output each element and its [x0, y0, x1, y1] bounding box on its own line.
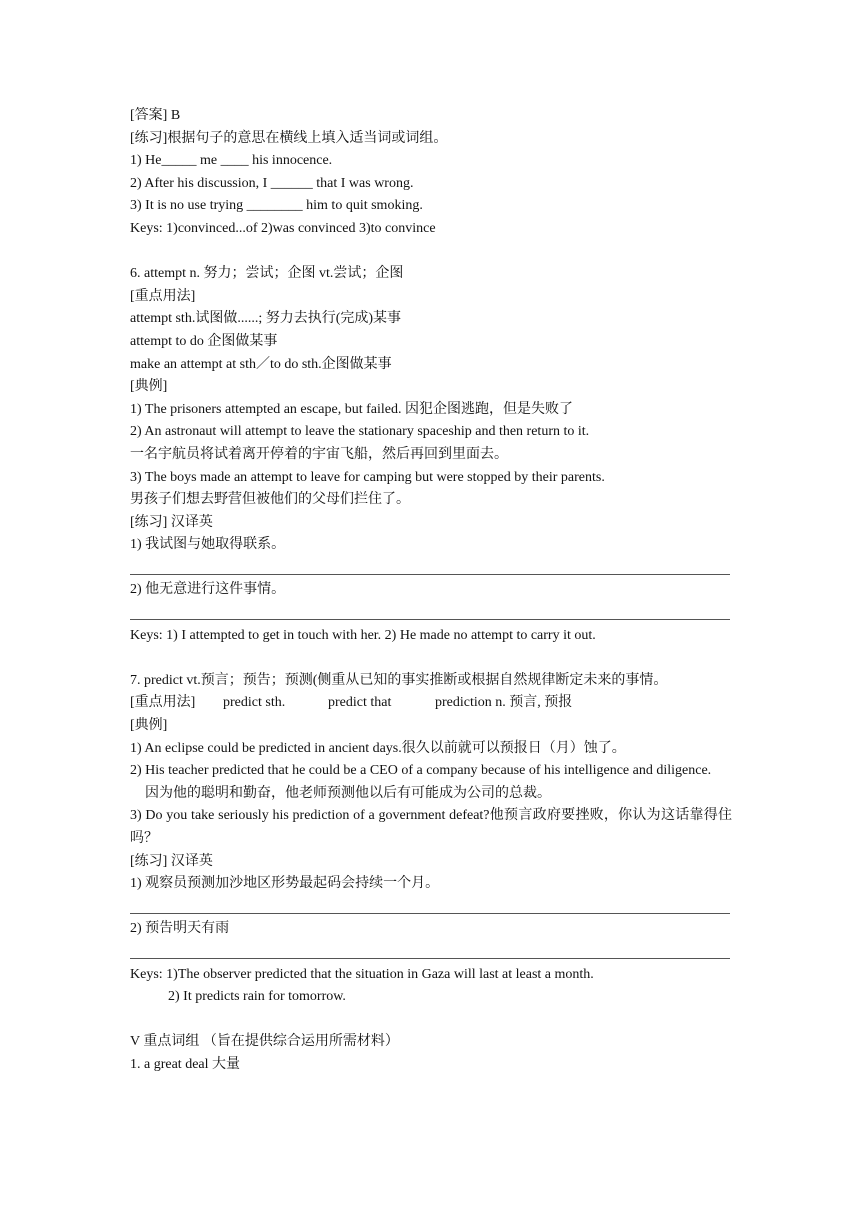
example-2: 2) An astronaut will attempt to leave the stationary spaceship and then return to it. — [130, 424, 590, 440]
spacer — [130, 647, 732, 670]
practice-item-2: 2) 预告明天有雨 — [130, 921, 230, 937]
example-3-translation: 男孩子们想去野营但被他们的父母们拦住了。 — [130, 492, 410, 508]
keys-line: Keys: 1)convinced...of 2)was convinced 3)to convince — [130, 220, 436, 236]
word-heading-attempt: 6. attempt n. 努力；尝试；企图 vt.尝试；企图 — [130, 266, 404, 282]
usage-heading: [重点用法] — [130, 695, 196, 711]
phrase-item-1: 1. a great deal 大量 — [130, 1056, 241, 1072]
answer-line-blank — [130, 896, 732, 919]
example-heading: [典例] — [130, 379, 168, 395]
example-3: 3) The boys made an attempt to leave for camping but were stopped by their parents. — [130, 469, 605, 485]
word-heading-predict: 7. predict vt.预言；预告；预测(侧重从已知的事实推断或根据自然规律断定未来的事情。 — [130, 672, 668, 688]
example-3: 3) Do you take seriously his prediction of a government defeat?他预言政府要挫败，你认为这话靠得住吗？ — [130, 808, 732, 846]
example-1: 1) An eclipse could be predicted in ancient days.很久以前就可以预报日（月）蚀了。 — [130, 740, 626, 756]
answer-line-blank — [130, 602, 732, 625]
keys-line: Keys: 1) I attempted to get in touch with her. 2) He made no attempt to carry it out. — [130, 627, 596, 643]
answer-line: [答案] B — [130, 108, 181, 123]
usage-item-3: make an attempt at sth／to do sth.企图做某事 — [130, 356, 392, 372]
keys-line-2: 2) It predicts rain for tomorrow. — [168, 989, 346, 1005]
exercise-heading: [练习]根据句子的意思在横线上填入适当词或词组。 — [130, 130, 448, 146]
usage-item-2: predict that — [328, 695, 392, 711]
usage-item-1: attempt sth.试图做......; 努力去执行(完成)某事 — [130, 311, 402, 327]
usage-item-1: predict sth. — [223, 695, 286, 711]
answer-line-blank — [130, 557, 732, 580]
exercise-item-1: 1) He_____ me ____ his innocence. — [130, 153, 333, 169]
example-2: 2) His teacher predicted that he could be a CEO of a company because of his intelligence and diligence. — [130, 763, 712, 779]
example-2-translation: 一名宇航员将试着离开停着的宇宙飞船，然后再回到里面去。 — [130, 446, 508, 462]
exercise-item-3: 3) It is no use trying ________ him to quit smoking. — [130, 198, 423, 214]
practice-item-2: 2) 他无意进行这件事情。 — [130, 582, 286, 598]
example-2-translation: 因为他的聪明和勤奋，他老师预测他以后有可能成为公司的总裁。 — [145, 785, 551, 801]
answer-line-blank — [130, 941, 732, 964]
spacer — [130, 1009, 732, 1032]
usage-heading: [重点用法] — [130, 288, 196, 304]
example-heading: [典例] — [130, 718, 168, 734]
section-heading: V 重点词组 （旨在提供综合运用所需材料） — [130, 1034, 399, 1050]
usage-row — [130, 692, 732, 715]
practice-heading: [练习] 汉译英 — [130, 514, 213, 530]
document-page — [130, 105, 732, 1077]
spacer — [130, 241, 732, 264]
practice-item-1: 1) 我试图与她取得联系。 — [130, 537, 286, 553]
exercise-item-2: 2) After his discussion, I ______ that I was wrong. — [130, 175, 414, 191]
practice-item-1: 1) 观察员预测加沙地区形势最起码会持续一个月。 — [130, 876, 440, 892]
keys-line: Keys: 1)The observer predicted that the situation in Gaza will last at least a month. — [130, 966, 594, 982]
example-1: 1) The prisoners attempted an escape, but failed. 因犯企图逃跑，但是失败了 — [130, 401, 573, 417]
practice-heading: [练习] 汉译英 — [130, 853, 213, 869]
usage-item-3: prediction n. 预言, 预报 — [435, 695, 573, 711]
usage-item-2: attempt to do 企图做某事 — [130, 333, 278, 349]
